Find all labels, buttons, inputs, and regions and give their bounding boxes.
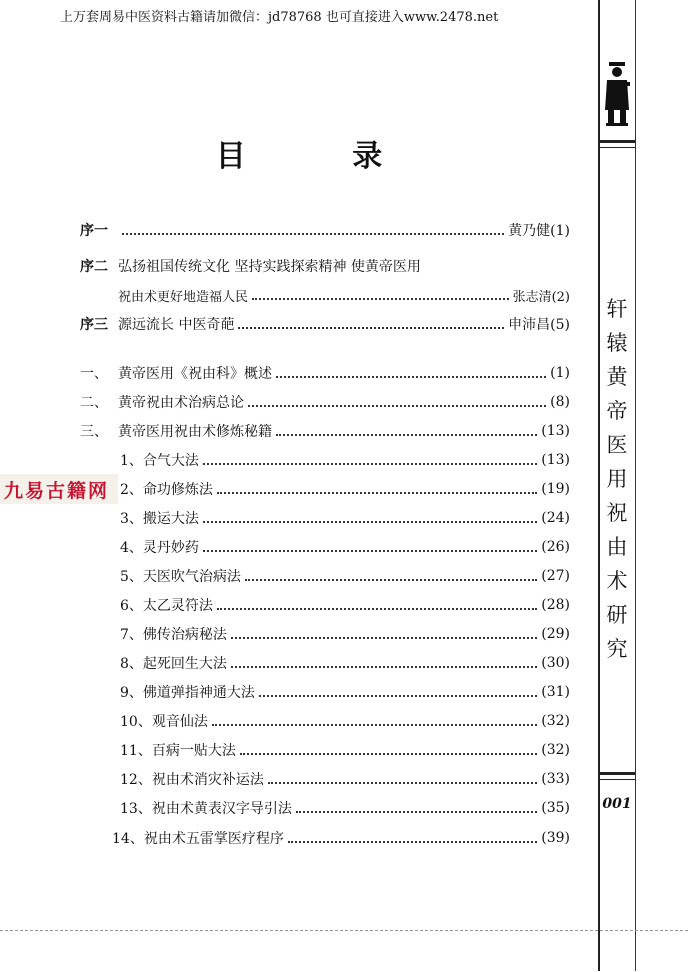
leader-dots (203, 549, 537, 552)
spine-book-title (598, 292, 636, 666)
toc-page-ref: (39) (541, 830, 570, 846)
toc-label: 5、天医吹气治病法 (120, 569, 241, 585)
leader-dots (122, 232, 504, 235)
toc-item (120, 478, 570, 500)
toc-page-ref: (35) (541, 800, 570, 816)
toc-item (120, 797, 570, 819)
toc-page-ref: 张志清(2) (512, 289, 570, 305)
toc-label: 6、太乙灵符法 (120, 598, 213, 614)
leader-dots (231, 636, 537, 639)
toc-item (120, 507, 570, 529)
leader-dots (296, 810, 537, 813)
toc-label: 13、祝由术黄表汉字导引法 (120, 801, 292, 817)
toc-item (120, 536, 570, 558)
toc-item (120, 623, 570, 645)
toc-item (120, 768, 570, 790)
toc-row-section-1 (80, 362, 570, 384)
toc-page-ref: (27) (541, 568, 570, 584)
toc-label: 黄帝祝由术治病总论 (118, 395, 244, 411)
toc-page-ref: (8) (550, 394, 570, 410)
spine-char: 轩 (606, 297, 628, 321)
toc-item (120, 681, 570, 703)
spine-char: 祝 (606, 501, 628, 525)
toc-item (120, 565, 570, 587)
leader-dots (238, 326, 504, 329)
leader-dots (203, 462, 537, 465)
toc-prefix: 二、 (80, 395, 108, 411)
toc-label: 3、搬运大法 (120, 511, 199, 527)
spine-rule (600, 140, 635, 143)
ancient-figure-icon (603, 60, 631, 128)
toc-page-ref: 申沛昌(5) (508, 317, 570, 333)
toc-item (120, 739, 570, 761)
toc-page-ref: (33) (541, 771, 570, 787)
toc-label: 14、祝由术五雷掌医疗程序 (112, 831, 284, 847)
toc-label: 2、命功修炼法 (120, 482, 213, 498)
toc-page-ref: (19) (541, 481, 570, 497)
toc-item (120, 710, 570, 732)
leader-dots (212, 723, 537, 726)
toc-page-ref: (13) (541, 423, 570, 439)
page-title: 目 录 (215, 139, 431, 174)
spine-rule (600, 147, 635, 148)
leader-dots (217, 607, 537, 610)
toc-label: 9、佛道弹指神通大法 (120, 685, 255, 701)
watermark (0, 474, 118, 504)
leader-dots (217, 491, 537, 494)
watermark-text: 九易古籍网 (4, 479, 110, 502)
toc-label: 12、祝由术消灾补运法 (120, 772, 264, 788)
spine-char: 医 (606, 433, 628, 457)
leader-dots (288, 840, 537, 843)
toc-label: 10、观音仙法 (120, 714, 208, 730)
leader-dots (248, 404, 546, 407)
spine-char: 研 (606, 603, 628, 627)
toc-item (120, 594, 570, 616)
toc-prefix: 一、 (80, 366, 108, 382)
toc-page-ref: (13) (541, 452, 570, 468)
toc-page-ref: (28) (541, 597, 570, 613)
toc-page-ref: (26) (541, 539, 570, 555)
toc-label: 11、百病一贴大法 (120, 743, 236, 759)
toc-row-preface-3 (80, 313, 570, 335)
leader-dots (245, 578, 537, 581)
toc-page-ref: (32) (541, 713, 570, 729)
toc-row-section-3 (80, 420, 570, 442)
toc-label: 祝由术更好地造福人民 (118, 289, 249, 305)
toc-page-ref: (32) (541, 742, 570, 758)
toc-label: 8、起死回生大法 (120, 656, 227, 672)
toc-item (112, 827, 570, 849)
page-number: 001 (602, 796, 632, 812)
toc-label: 黄帝医用《祝由科》概述 (118, 366, 272, 382)
toc-page-ref: 黄乃健(1) (508, 223, 570, 239)
leader-dots (203, 520, 537, 523)
leader-dots (240, 752, 537, 755)
toc-row-preface-2-cont (118, 284, 570, 306)
leader-dots (252, 297, 509, 300)
toc-label: 1、合气大法 (120, 453, 199, 469)
scan-edge (0, 930, 688, 972)
spine-char: 用 (606, 467, 628, 491)
leader-dots (276, 433, 537, 436)
toc-prefix: 序三 (80, 317, 108, 333)
toc-prefix: 序二 (80, 259, 108, 275)
toc-item (120, 449, 570, 471)
spine-char: 术 (606, 569, 628, 593)
toc-page-ref: (30) (541, 655, 570, 671)
top-note: 上万套周易中医资料古籍请加微信：jd78768 也可直接进入www.2478.net (60, 10, 499, 25)
spine-char: 辕 (606, 331, 628, 355)
toc-page-ref: (24) (541, 510, 570, 526)
leader-dots (259, 694, 537, 697)
toc-label: 4、灵丹妙药 (120, 540, 199, 556)
leader-dots (231, 665, 537, 668)
spine-char: 帝 (606, 399, 628, 423)
spine-char: 由 (606, 535, 628, 559)
toc-prefix: 序一 (80, 223, 108, 239)
toc-row-section-2 (80, 391, 570, 413)
toc-label: 7、佛传治病秘法 (120, 627, 227, 643)
toc-label: 源远流长 中医奇葩 (118, 317, 235, 333)
spine-rule (600, 779, 635, 780)
toc-page-ref: (1) (550, 365, 570, 381)
leader-dots (276, 375, 546, 378)
toc-row-preface-2 (80, 255, 570, 277)
toc-label: 弘扬祖国传统文化 坚持实践探索精神 使黄帝医用 (118, 259, 421, 275)
toc-page-ref: (29) (541, 626, 570, 642)
spine-char: 黄 (606, 365, 628, 389)
toc-page-ref: (31) (541, 684, 570, 700)
spine-rule (600, 772, 635, 775)
spine-char: 究 (606, 637, 628, 661)
leader-dots (268, 781, 537, 784)
toc-label: 黄帝医用祝由术修炼秘籍 (118, 424, 272, 440)
toc-item (120, 652, 570, 674)
toc-row-preface-1 (80, 219, 570, 241)
toc-prefix: 三、 (80, 424, 108, 440)
